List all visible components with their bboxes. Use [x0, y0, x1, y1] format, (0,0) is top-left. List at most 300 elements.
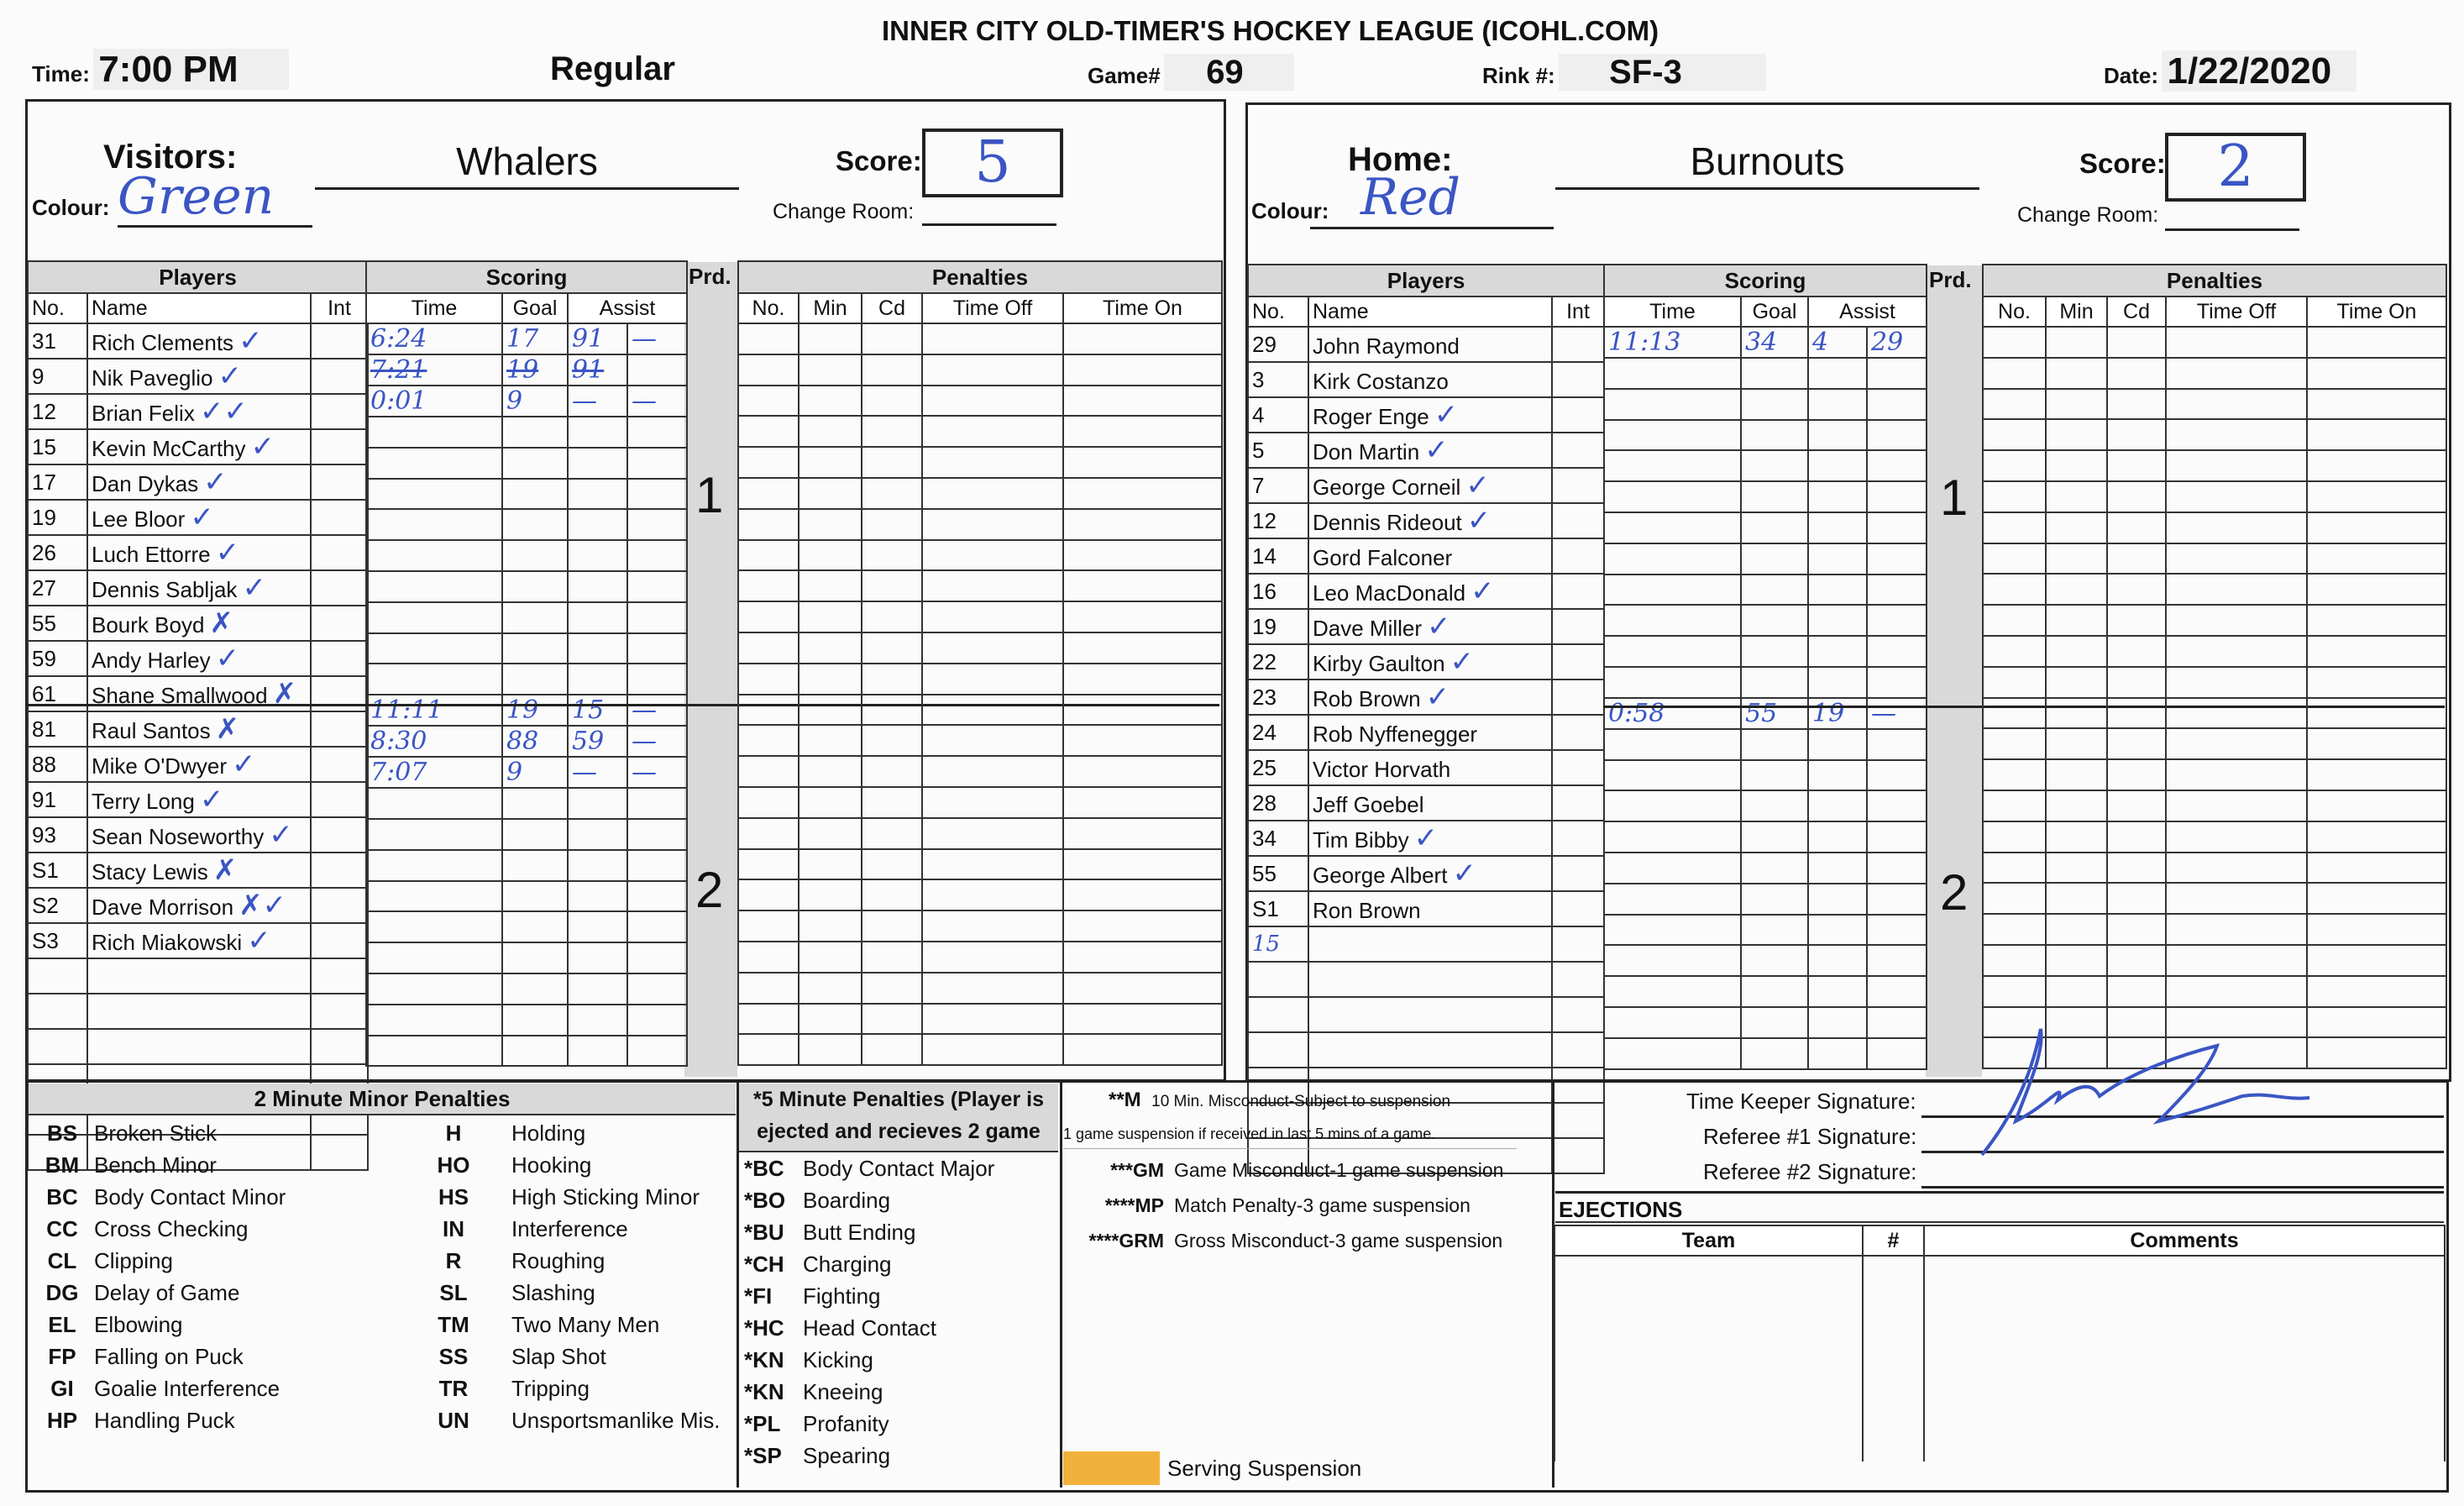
penalty-time-off	[2166, 853, 2307, 884]
player-int	[1552, 433, 1604, 468]
assist-2	[627, 881, 687, 912]
penalty-time-on	[2307, 821, 2446, 853]
player-number: 91	[28, 782, 87, 817]
ejection-team[interactable]	[1554, 1286, 1863, 1315]
penalty-time-on	[1063, 509, 1222, 540]
player-name-text: Terry Long	[92, 789, 195, 814]
penalty-number	[1983, 790, 2046, 821]
player-name	[87, 888, 311, 923]
scoring-row	[1604, 575, 1927, 606]
penalty-minutes	[799, 447, 862, 478]
ejection-number[interactable]	[1863, 1432, 1924, 1461]
attendance-check-icon: ✓	[199, 783, 224, 816]
home-period-1: 1	[1940, 470, 1969, 526]
penalty-minutes	[799, 910, 862, 942]
penalty-number	[1983, 636, 2046, 667]
assist-1	[1808, 450, 1867, 481]
penalty-code	[2107, 512, 2166, 543]
player-int	[311, 535, 368, 570]
player-int	[311, 464, 368, 500]
player-name	[1308, 362, 1552, 397]
penalty-code	[2107, 327, 2166, 358]
penalty-code	[2107, 358, 2166, 389]
player-name-text: George Corneil	[1313, 475, 1461, 500]
player-name-text: Lee Bloor	[92, 506, 186, 532]
player-number: 24	[1248, 715, 1308, 750]
penalty-time-off	[922, 910, 1063, 942]
penalty-row	[1983, 914, 2446, 945]
misconduct-row	[1063, 1223, 1550, 1258]
penalty-time-on	[2307, 512, 2446, 543]
player-name	[1308, 538, 1552, 574]
penalty-time-off	[922, 725, 1063, 756]
penalty-minutes	[799, 756, 862, 787]
goal-scorer	[1741, 729, 1808, 760]
goal-scorer	[1741, 543, 1808, 575]
penalty-time-on	[2307, 759, 2446, 790]
ejection-comments[interactable]	[1924, 1315, 2445, 1345]
player-number: 59	[28, 641, 87, 676]
assist-1	[1808, 605, 1867, 636]
ejection-number[interactable]	[1863, 1315, 1924, 1345]
goal-time	[366, 973, 502, 1005]
penalty-code	[2107, 914, 2166, 945]
player-row	[1248, 715, 1604, 750]
player-int	[311, 711, 368, 747]
name-header: Name	[87, 293, 311, 323]
player-name	[1308, 891, 1552, 926]
penalty-code: *SP	[744, 1442, 782, 1468]
penalty-code	[862, 818, 922, 849]
penalty-code	[862, 323, 922, 354]
penalty-time-off	[2166, 481, 2307, 512]
player-int	[311, 747, 368, 782]
player-int	[311, 817, 368, 853]
ejection-team[interactable]	[1554, 1373, 1863, 1403]
player-number: 5	[1248, 433, 1308, 468]
penalty-minutes	[2046, 636, 2107, 667]
assist-1	[568, 664, 627, 695]
penalty-code: GI	[50, 1375, 74, 1401]
ejection-team[interactable]	[1554, 1432, 1863, 1461]
goal-scorer	[502, 1005, 568, 1036]
player-name-text: George Albert	[1313, 863, 1448, 888]
penalty-code: TM	[438, 1311, 469, 1337]
scoring-header: Scoring	[1604, 265, 1927, 296]
penalty-minutes	[799, 695, 862, 726]
penalty-code-row	[399, 1341, 735, 1372]
ejection-comments[interactable]	[1924, 1432, 2445, 1461]
penalty-number	[738, 695, 799, 726]
assist-2	[1867, 420, 1927, 451]
penalty-description: Boarding	[803, 1187, 891, 1213]
penalty-code	[2107, 389, 2166, 420]
ejection-comments[interactable]	[1924, 1344, 2445, 1373]
penalty-time-on	[2307, 389, 2446, 420]
ejection-number[interactable]	[1863, 1344, 1924, 1373]
penalty-row	[1983, 667, 2446, 698]
player-int	[1552, 644, 1604, 680]
assist-1: —	[568, 757, 627, 788]
penalty-row	[738, 601, 1222, 632]
player-row	[28, 323, 368, 359]
penalty-code	[2107, 419, 2166, 450]
pen-cd-header: Cd	[862, 293, 922, 323]
penalty-code: *KN	[744, 1378, 784, 1404]
player-name	[1308, 821, 1552, 856]
scoring-row	[1604, 327, 1927, 358]
penalty-minutes	[799, 632, 862, 664]
attendance-check-icon: ✓	[247, 924, 271, 958]
player-name-text: Rob Brown	[1313, 686, 1421, 711]
penalty-code-row	[34, 1404, 361, 1436]
ejection-number[interactable]	[1863, 1373, 1924, 1403]
player-name-text: Don Martin	[1313, 439, 1420, 464]
visitors-score: 5	[922, 129, 1063, 197]
referee-2-signature-line[interactable]	[1921, 1186, 2444, 1189]
player-number	[28, 994, 87, 1029]
penalties-header: Penalties	[1983, 265, 2446, 296]
goal-time	[1604, 884, 1741, 915]
penalty-code-row	[399, 1309, 735, 1341]
penalty-code-row	[741, 1312, 1058, 1344]
penalty-code-row	[34, 1181, 361, 1213]
pen-time-on-header: Time On	[1063, 293, 1222, 323]
penalty-code	[2107, 728, 2166, 759]
penalty-time-off	[922, 447, 1063, 478]
penalty-number	[1983, 327, 2046, 358]
no-header: No.	[1248, 296, 1308, 327]
attendance-check-icon: ✓	[203, 465, 228, 499]
penalty-code-row	[399, 1149, 735, 1181]
penalty-time-on	[2307, 358, 2446, 389]
penalty-time-on	[2307, 914, 2446, 945]
penalty-code: R	[445, 1247, 462, 1273]
goal-scorer	[502, 571, 568, 602]
goal-scorer	[1741, 605, 1808, 636]
goal-scorer	[502, 540, 568, 571]
player-int	[1552, 821, 1604, 856]
penalty-number	[738, 664, 799, 695]
penalty-time-off	[2166, 945, 2307, 976]
attendance-check-icon: ✗	[212, 853, 238, 887]
visitors-change-room-label: Change Room:	[773, 200, 915, 223]
player-name-text: Rob Nyffenegger	[1313, 722, 1478, 747]
time-keeper-signature-label: Time Keeper Signature:	[1686, 1089, 1916, 1114]
player-name-text: Dave Miller	[1313, 616, 1423, 641]
ejections-team-header: Team	[1554, 1225, 1863, 1256]
penalty-time-off	[922, 509, 1063, 540]
ejection-number[interactable]	[1863, 1256, 1924, 1286]
ejection-comments[interactable]	[1924, 1373, 2445, 1403]
goal-time	[366, 850, 502, 881]
penalty-time-on	[2307, 1037, 2446, 1068]
goal-scorer	[1741, 915, 1808, 946]
penalty-time-off	[922, 818, 1063, 849]
ejection-comments[interactable]	[1924, 1403, 2445, 1432]
player-int	[1552, 785, 1604, 821]
player-number	[28, 958, 87, 994]
penalty-code-row	[34, 1277, 361, 1309]
penalty-code-row	[34, 1341, 361, 1372]
major-divider	[1060, 1082, 1062, 1488]
penalty-number	[738, 756, 799, 787]
penalty-row	[738, 509, 1222, 540]
penalty-time-on	[1063, 787, 1222, 818]
ejection-row	[1554, 1256, 2445, 1286]
penalty-minutes	[2046, 853, 2107, 884]
penalty-row	[1983, 945, 2446, 976]
penalty-description: Charging	[803, 1251, 892, 1277]
player-number: S2	[28, 888, 87, 923]
player-number: 34	[1248, 821, 1308, 856]
player-name-text: Victor Horvath	[1313, 757, 1451, 782]
player-name-text: Jeff Goebel	[1313, 792, 1424, 817]
penalty-code	[862, 664, 922, 695]
assist-2	[1867, 389, 1927, 420]
penalty-number	[1983, 481, 2046, 512]
assist-2	[1867, 636, 1927, 667]
player-int	[311, 923, 368, 958]
assist-2	[627, 540, 687, 571]
visitors-colour: Green	[118, 168, 312, 228]
player-row	[1248, 926, 1604, 962]
penalty-minutes	[799, 478, 862, 509]
penalty-row	[738, 447, 1222, 478]
goal-time	[1604, 853, 1741, 884]
penalty-number	[738, 601, 799, 632]
penalty-description: Slashing	[511, 1279, 595, 1305]
penalty-code: *BO	[744, 1187, 786, 1213]
penalty-description: Two Many Men	[511, 1311, 660, 1337]
penalty-minutes	[799, 601, 862, 632]
goal-scorer	[1741, 790, 1808, 821]
scoring-row	[1604, 945, 1927, 976]
penalty-row	[738, 695, 1222, 726]
ejection-comments[interactable]	[1924, 1286, 2445, 1315]
attendance-check-icon: ✓	[1465, 469, 1490, 502]
scoring-row	[366, 417, 687, 448]
player-name	[87, 641, 311, 676]
penalty-code-row	[399, 1404, 735, 1436]
penalty-code: EL	[48, 1311, 76, 1337]
goal-header: Goal	[502, 293, 568, 323]
penalty-time-off	[922, 570, 1063, 601]
ejection-comments[interactable]	[1924, 1256, 2445, 1286]
assist-1: 15	[568, 695, 627, 726]
penalty-code	[2107, 543, 2166, 575]
attendance-check-icon: ✓	[1434, 398, 1459, 432]
penalty-code-row	[741, 1280, 1058, 1312]
penalty-time-off	[2166, 389, 2307, 420]
attendance-check-icon: ✓	[250, 430, 275, 464]
penalty-number	[738, 849, 799, 880]
penalty-code	[2107, 853, 2166, 884]
player-row	[1248, 680, 1604, 715]
penalty-time-on	[1063, 416, 1222, 447]
goal-time	[366, 788, 502, 819]
player-name	[1308, 609, 1552, 644]
player-name-text: Bourk Boyd	[92, 612, 205, 638]
player-name	[87, 782, 311, 817]
penalty-code	[862, 849, 922, 880]
players-header: Players	[28, 261, 368, 293]
penalty-code: FP	[48, 1343, 76, 1369]
referee-2-signature-label: Referee #2 Signature:	[1703, 1159, 1917, 1184]
penalty-minutes	[799, 509, 862, 540]
penalty-code: *KN	[744, 1346, 784, 1372]
assist-2	[1867, 358, 1927, 389]
home-period-2: 2	[1940, 864, 1969, 921]
goal-time	[1604, 729, 1741, 760]
player-name	[1308, 433, 1552, 468]
pen-min-header: Min	[2046, 296, 2107, 327]
assist-1	[1808, 853, 1867, 884]
assist-2	[1867, 821, 1927, 853]
penalty-time-on	[1063, 879, 1222, 910]
penalty-description: Fighting	[803, 1283, 881, 1309]
assist-2: 29	[1867, 327, 1927, 358]
assist-header: Assist	[568, 293, 687, 323]
penalty-number	[738, 942, 799, 973]
penalty-description: Unsportsmanlike Mis.	[511, 1407, 721, 1433]
goal-scorer	[1741, 1038, 1808, 1069]
scoring-row	[1604, 853, 1927, 884]
ejection-team[interactable]	[1554, 1403, 1863, 1432]
penalty-time-off	[922, 601, 1063, 632]
player-row	[28, 1029, 368, 1064]
scoring-row	[366, 1036, 687, 1067]
assist-2	[1867, 790, 1927, 821]
assist-2	[627, 417, 687, 448]
penalty-time-off	[2166, 327, 2307, 358]
misconduct-list	[1063, 1152, 1550, 1258]
attendance-check-icon: ✓	[239, 324, 263, 358]
visitors-scoring-table	[365, 260, 688, 1067]
scoring-row	[1604, 915, 1927, 946]
home-score-label: Score:	[2079, 148, 2166, 179]
scoring-row	[366, 819, 687, 850]
penalty-description: Hooking	[511, 1152, 592, 1178]
player-name	[87, 323, 311, 359]
player-name-text: Mike O'Dwyer	[92, 753, 227, 779]
ejection-team[interactable]	[1554, 1344, 1863, 1373]
player-name-text: Dave Morrison	[92, 895, 234, 920]
penalty-description: High Sticking Minor	[511, 1183, 700, 1210]
penalty-minutes	[799, 323, 862, 354]
penalty-row	[738, 416, 1222, 447]
player-number: 25	[1248, 750, 1308, 785]
player-number	[1248, 997, 1308, 1032]
player-int	[311, 994, 368, 1029]
player-name	[1308, 962, 1552, 997]
player-name-text: Dennis Rideout	[1313, 510, 1462, 535]
ejection-number[interactable]	[1863, 1403, 1924, 1432]
goal-scorer	[502, 788, 568, 819]
home-colour: Red	[1310, 168, 1554, 229]
player-int	[311, 853, 368, 888]
visitors-period-1: 1	[695, 467, 724, 523]
penalty-number	[738, 725, 799, 756]
player-number: 14	[1248, 538, 1308, 574]
assist-1	[1808, 636, 1867, 667]
minor-penalties-right	[399, 1117, 735, 1436]
penalty-number	[1983, 450, 2046, 481]
penalty-time-on	[1063, 447, 1222, 478]
penalty-description: Clipping	[94, 1247, 173, 1273]
goal-time	[366, 479, 502, 510]
scoring-row	[366, 633, 687, 664]
goal-time	[1604, 1038, 1741, 1069]
scoring-row	[1604, 667, 1927, 698]
pen-no-header: No.	[1983, 296, 2046, 327]
player-row	[1248, 503, 1604, 538]
assist-2	[1867, 605, 1927, 636]
player-row	[1248, 1032, 1604, 1068]
penalty-time-on	[1063, 601, 1222, 632]
scoring-row	[1604, 481, 1927, 512]
goal-scorer: 34	[1741, 327, 1808, 358]
player-name	[1308, 327, 1552, 362]
penalty-time-on	[2307, 728, 2446, 759]
penalty-code-row	[34, 1117, 361, 1149]
player-number: 7	[1248, 468, 1308, 503]
penalty-minutes	[799, 354, 862, 386]
player-int	[311, 500, 368, 535]
player-row	[28, 853, 368, 888]
penalty-description: Delay of Game	[94, 1279, 240, 1305]
player-name-text: John Raymond	[1313, 333, 1460, 359]
player-row	[1248, 891, 1604, 926]
penalty-time-on	[1063, 540, 1222, 571]
player-row	[28, 359, 368, 394]
player-number: 15	[28, 429, 87, 464]
goal-time	[1604, 420, 1741, 451]
penalty-code	[862, 601, 922, 632]
ejection-number[interactable]	[1863, 1286, 1924, 1315]
penalty-code: *FI	[744, 1283, 773, 1309]
goal-scorer	[502, 602, 568, 633]
player-row	[28, 747, 368, 782]
penalty-minutes	[799, 416, 862, 447]
player-row	[1248, 962, 1604, 997]
assist-2: —	[627, 386, 687, 417]
scoring-row	[366, 757, 687, 788]
assist-1	[1808, 575, 1867, 606]
penalty-minutes	[799, 973, 862, 1004]
goal-scorer	[502, 819, 568, 850]
penalty-minutes	[799, 725, 862, 756]
penalty-row	[738, 1004, 1222, 1035]
penalty-time-on	[2307, 605, 2446, 636]
ejection-team[interactable]	[1554, 1315, 1863, 1345]
player-row	[1248, 609, 1604, 644]
player-number: 28	[1248, 785, 1308, 821]
penalty-code-row	[34, 1213, 361, 1245]
attendance-check-icon: ✓	[269, 818, 293, 852]
player-name	[1308, 750, 1552, 785]
visitors-label: Visitors:	[103, 139, 238, 176]
assist-1: —	[568, 386, 627, 417]
attendance-check-icon: ✓	[218, 359, 243, 393]
penalty-code-row	[741, 1152, 1058, 1184]
player-row	[28, 500, 368, 535]
goal-time	[1604, 821, 1741, 853]
ejection-team[interactable]	[1554, 1256, 1863, 1286]
player-int	[1552, 962, 1604, 997]
player-number	[1248, 1032, 1308, 1068]
assist-1	[1808, 420, 1867, 451]
